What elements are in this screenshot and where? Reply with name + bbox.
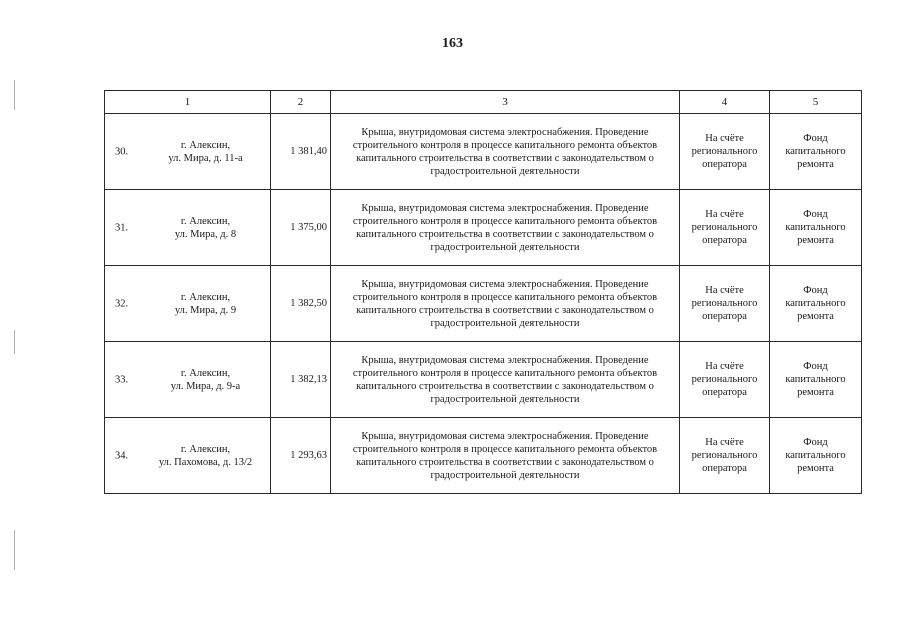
- address-cell: [105, 114, 271, 190]
- value-cell: 1 382,50: [271, 266, 331, 342]
- value-cell: 1 382,13: [271, 342, 331, 418]
- funding-source: Фонд капитального ремонта: [770, 266, 862, 342]
- column-header-4: 4: [680, 91, 770, 114]
- address-cell: [105, 190, 271, 266]
- table-row: [105, 418, 862, 494]
- work-description: Крыша, внутридомовая система электроснабжения. Проведение строительного контроля в процессе капитального ремонта объектов капитального строительства в соответствии с законодательством о градостроительной деятельности: [331, 418, 680, 494]
- account-type: На счёте регионального оператора: [680, 114, 770, 190]
- street: ул. Пахомова, д. 13/2: [158, 456, 253, 468]
- table-row: [105, 342, 862, 418]
- table-row: [105, 190, 862, 266]
- row-number: 30.: [115, 146, 129, 157]
- funding-source: Фонд капитального ремонта: [770, 342, 862, 418]
- header-row: [105, 91, 862, 114]
- margin-mark: [14, 80, 15, 110]
- work-description: Крыша, внутридомовая система электроснабжения. Проведение строительного контроля в процессе капитального ремонта объектов капитального строительства в соответствии с законодательством о градостроительной деятельности: [331, 190, 680, 266]
- work-description: Крыша, внутридомовая система электроснабжения. Проведение строительного контроля в процессе капитального ремонта объектов капитального строительства в соответствии с законодательством о градостроительной деятельности: [331, 266, 680, 342]
- table-row: [105, 114, 862, 190]
- page-number: 163: [442, 36, 463, 51]
- value-cell: 1 293,63: [271, 418, 331, 494]
- street: ул. Мира, д. 9-а: [170, 380, 241, 392]
- city: г. Алексин,: [180, 443, 231, 455]
- street: ул. Мира, д. 9: [174, 304, 237, 316]
- account-type: На счёте регионального оператора: [680, 342, 770, 418]
- funding-source: Фонд капитального ремонта: [770, 114, 862, 190]
- value-cell: 1 375,00: [271, 190, 331, 266]
- row-number: 34.: [115, 450, 129, 461]
- column-header-5: 5: [770, 91, 862, 114]
- row-number: 32.: [115, 298, 129, 309]
- column-header-3: 3: [331, 91, 680, 114]
- account-type: На счёте регионального оператора: [680, 418, 770, 494]
- table-row: [105, 266, 862, 342]
- address-cell: [105, 342, 271, 418]
- funding-source: Фонд капитального ремонта: [770, 190, 862, 266]
- register-table: [104, 90, 862, 494]
- city: г. Алексин,: [180, 215, 231, 227]
- margin-mark: [14, 530, 15, 570]
- city: г. Алексин,: [180, 367, 231, 379]
- column-header-1: 1: [105, 91, 271, 114]
- work-description: Крыша, внутридомовая система электроснабжения. Проведение строительного контроля в процессе капитального ремонта объектов капитального строительства в соответствии с законодательством о градостроительной деятельности: [331, 114, 680, 190]
- city: г. Алексин,: [180, 139, 231, 151]
- margin-mark: [14, 330, 15, 354]
- work-description: Крыша, внутридомовая система электроснабжения. Проведение строительного контроля в процессе капитального ремонта объектов капитального строительства в соответствии с законодательством о градостроительной деятельности: [331, 342, 680, 418]
- street: ул. Мира, д. 8: [174, 228, 237, 240]
- row-number: 31.: [115, 222, 129, 233]
- funding-source: Фонд капитального ремонта: [770, 418, 862, 494]
- row-number: 33.: [115, 374, 129, 385]
- column-header-2: 2: [271, 91, 331, 114]
- street: ул. Мира, д. 11-а: [168, 152, 243, 164]
- account-type: На счёте регионального оператора: [680, 190, 770, 266]
- account-type: На счёте регионального оператора: [680, 266, 770, 342]
- value-cell: 1 381,40: [271, 114, 331, 190]
- address-cell: [105, 418, 271, 494]
- city: г. Алексин,: [180, 291, 231, 303]
- address-cell: [105, 266, 271, 342]
